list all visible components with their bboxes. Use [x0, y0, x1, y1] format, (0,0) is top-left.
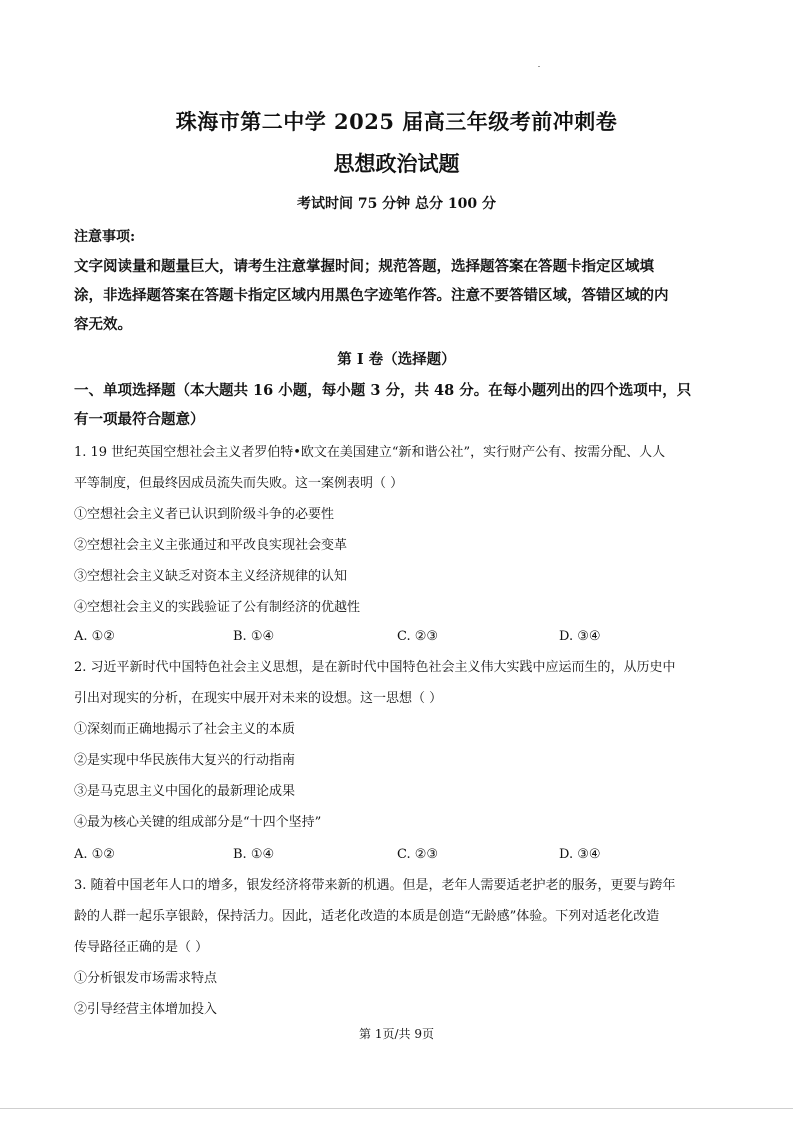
question-3 [74, 870, 724, 1025]
statement: ①深刻而正确地揭示了社会主义的本质 [74, 722, 296, 737]
notice-line: 涂，非选择题答案在答题卡指定区域内用黑色字迹笔作答。注意不要答错区域，答错区域的内 [74, 287, 669, 304]
statement: ①分析银发市场需求特点 [74, 971, 218, 986]
part-one-instructions [74, 376, 724, 434]
instruction-line: 一、单项选择题（本大题共 16 小题，每小题 3 分，共 48 分。在每小题列出的四个选项中，只 [74, 382, 692, 399]
option-c: C. ②③ [397, 847, 439, 862]
statement: ②空想社会主义主张通过和平改良实现社会变革 [74, 538, 348, 553]
question-1 [74, 437, 724, 623]
statement: ①空想社会主义者已认识到阶级斗争的必要性 [74, 507, 335, 522]
exam-title: 珠海市第二中学 2025 届高三年级考前冲刺卷 [175, 109, 618, 134]
option-b: B. ①④ [233, 847, 275, 862]
notice-body [74, 252, 724, 339]
option-c: C. ②③ [397, 629, 439, 644]
statement: ④最为核心关键的组成部分是“十四个坚持” [74, 815, 322, 830]
option-a: A. ①② [74, 629, 115, 644]
question-stem: 1. 19 世纪英国空想社会主义者罗伯特•欧文在美国建立“新和谐公社”，实行财产公有、按需分配、人人 [74, 445, 666, 460]
question-stem: 2. 习近平新时代中国特色社会主义思想，是在新时代中国特色社会主义伟大实践中应运而生的，从历史中 [74, 660, 676, 675]
exam-info: 考试时间 75 分钟 总分 100 分 [296, 196, 497, 212]
option-a: A. ①② [74, 847, 115, 862]
subject-title: 思想政治试题 [333, 151, 460, 176]
notice-heading: 注意事项: [74, 229, 136, 245]
notice-line: 文字阅读量和题量巨大，请考生注意掌握时间；规范答题，选择题答案在答题卡指定区域填 [74, 258, 654, 275]
question-stem: 龄的人群一起乐享银龄，保持活力。因此，适老化改造的本质是创造“无龄感”体验。下列对适老化改造 [74, 909, 660, 924]
question-2 [74, 652, 724, 838]
scan-speck [538, 66, 540, 67]
question-stem: 引出对现实的分析，在现实中展开对未来的设想。这一思想（ ） [74, 691, 443, 706]
question-stem: 3. 随着中国老年人口的增多，银发经济将带来新的机遇。但是，老年人需要适老护老的服务，更要与跨年 [74, 878, 676, 893]
question-stem: 平等制度，但最终因成员流失而失败。这一案例表明（ ） [74, 476, 404, 491]
page-bottom-rule [0, 1108, 793, 1109]
notice-line: 容无效。 [74, 316, 132, 333]
statement: ②是实现中华民族伟大复兴的行动指南 [74, 753, 296, 768]
option-b: B. ①④ [233, 629, 275, 644]
instruction-line: 有一项最符合题意） [74, 411, 205, 428]
statement: ②引导经营主体增加投入 [74, 1002, 218, 1017]
statement: ③是马克思主义中国化的最新理论成果 [74, 784, 296, 799]
page-number: 第 1页/共 9页 [359, 1027, 434, 1041]
statement: ③空想社会主义缺乏对资本主义经济规律的认知 [74, 569, 348, 584]
option-d: D. ③④ [559, 847, 601, 862]
statement: ④空想社会主义的实践验证了公有制经济的优越性 [74, 600, 361, 615]
question-stem: 传导路径正确的是（ ） [74, 940, 209, 955]
section-title: 第 I 卷（选择题） [337, 351, 456, 368]
option-d: D. ③④ [559, 629, 601, 644]
